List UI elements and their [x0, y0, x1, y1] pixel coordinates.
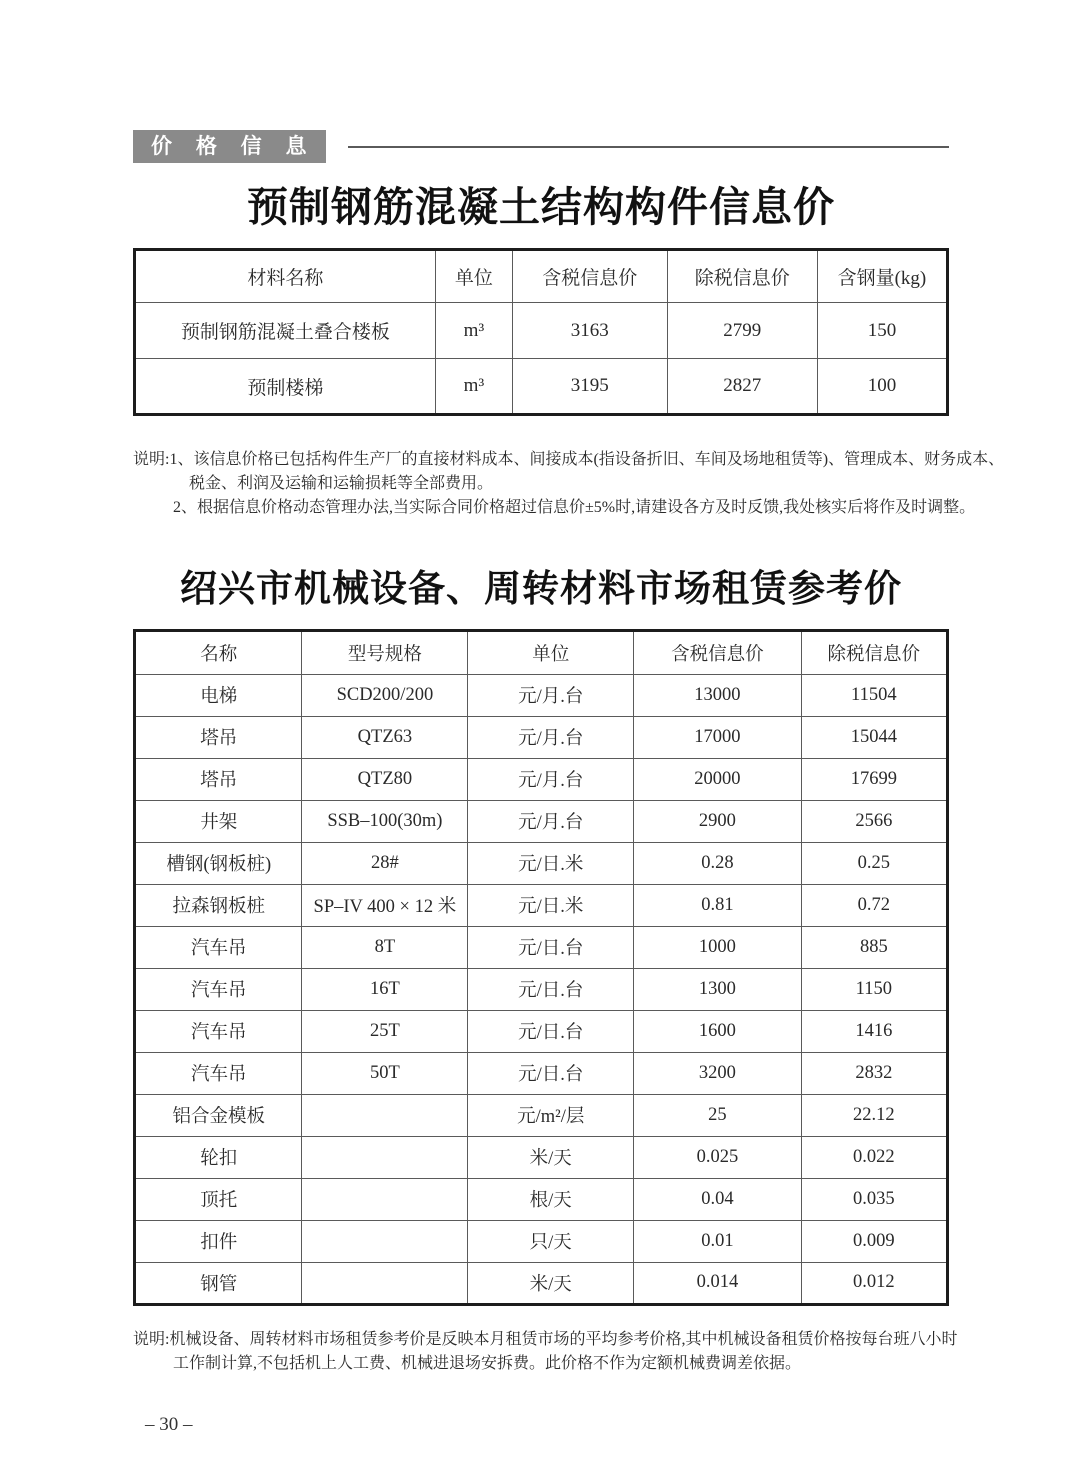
column-header: 含钢量(kg) — [817, 250, 947, 303]
table-cell-price_without_tax: 2566 — [801, 800, 947, 842]
section1-notes — [133, 448, 1005, 520]
column-header: 单位 — [435, 250, 512, 303]
table-cell-model: 28# — [302, 842, 468, 884]
table-cell-price_with_tax: 3163 — [513, 303, 667, 359]
table-cell-unit: m³ — [435, 303, 512, 359]
table-cell-model: 8T — [302, 926, 468, 968]
table-cell-unit: 元/日.台 — [468, 1052, 634, 1094]
table-cell-name: 扣件 — [135, 1220, 302, 1262]
note-line: 工作制计算,不包括机上人工费、机械进退场安拆费。此价格不作为定额机械费调差依据。 — [173, 1354, 802, 1372]
table-cell-model: SP–IV 400 × 12 米 — [302, 884, 468, 926]
table-cell-name: 电梯 — [135, 674, 302, 716]
section2-title: 绍兴市机械设备、周转材料市场租赁参考价 — [180, 569, 902, 611]
table-cell-name: 拉森钢板桩 — [135, 884, 302, 926]
table-cell-unit: 元/月.台 — [468, 758, 634, 800]
column-header: 型号规格 — [302, 630, 468, 674]
table-cell-price_without_tax: 885 — [801, 926, 947, 968]
table-cell-unit: 元/日.米 — [468, 842, 634, 884]
table-cell-unit: 元/月.台 — [468, 674, 634, 716]
table-cell-price_without_tax: 1150 — [801, 968, 947, 1010]
table-cell-price_with_tax: 0.81 — [634, 884, 801, 926]
table-cell-name: 预制钢筋混凝土叠合楼板 — [135, 303, 436, 359]
table-row — [135, 758, 948, 800]
table-cell-price_without_tax: 15044 — [801, 716, 947, 758]
table-cell-steel_content: 150 — [817, 303, 947, 359]
table-cell-price_with_tax: 3200 — [634, 1052, 801, 1094]
table-cell-name: 顶托 — [135, 1178, 302, 1220]
table-cell-model — [302, 1178, 468, 1220]
table-cell-unit: 米/天 — [468, 1136, 634, 1178]
table-cell-model: QTZ63 — [302, 716, 468, 758]
table-cell-unit: 根/天 — [468, 1178, 634, 1220]
table-cell-price_with_tax: 0.04 — [634, 1178, 801, 1220]
table-header — [135, 630, 948, 674]
table-cell-model — [302, 1094, 468, 1136]
column-header: 单位 — [468, 630, 634, 674]
table-cell-price_with_tax: 3195 — [513, 359, 667, 415]
machinery-rental-price-table — [133, 629, 949, 1306]
table-cell-price_without_tax: 1416 — [801, 1010, 947, 1052]
table-cell-name: 汽车吊 — [135, 926, 302, 968]
table-cell-unit: 元/月.台 — [468, 800, 634, 842]
table-cell-price_with_tax: 13000 — [634, 674, 801, 716]
table-cell-price_without_tax: 0.035 — [801, 1178, 947, 1220]
table-cell-price_with_tax: 25 — [634, 1094, 801, 1136]
table-cell-price_without_tax: 2799 — [667, 303, 817, 359]
table-cell-price_with_tax: 17000 — [634, 716, 801, 758]
table-row — [135, 1220, 948, 1262]
section2-notes — [133, 1328, 958, 1376]
table-cell-price_with_tax: 1000 — [634, 926, 801, 968]
table-cell-steel_content: 100 — [817, 359, 947, 415]
table-cell-name: 塔吊 — [135, 758, 302, 800]
table-cell-name: 槽钢(钢板桩) — [135, 842, 302, 884]
table-cell-unit: 米/天 — [468, 1262, 634, 1304]
table-row — [135, 1010, 948, 1052]
table-cell-model: 16T — [302, 968, 468, 1010]
table-header — [135, 250, 948, 303]
page-number: – 30 – — [145, 1413, 193, 1435]
table-row — [135, 1094, 948, 1136]
price-info-badge: 价 格 信 息 — [133, 130, 326, 163]
table-row — [135, 968, 948, 1010]
table-cell-price_without_tax: 2832 — [801, 1052, 947, 1094]
column-header: 材料名称 — [135, 250, 436, 303]
note-line: 2、根据信息价格动态管理办法,当实际合同价格超过信息价±5%时,请建设各方及时反馈,我处核实后将作及时调整。 — [173, 499, 976, 517]
table-row — [135, 842, 948, 884]
table-cell-model: 25T — [302, 1010, 468, 1052]
table-body — [135, 303, 948, 415]
table-row — [135, 359, 948, 415]
table-cell-name: 铝合金模板 — [135, 1094, 302, 1136]
table-cell-model — [302, 1220, 468, 1262]
table-row — [135, 716, 948, 758]
note-line: 说明:1、该信息价格已包括构件生产厂的直接材料成本、间接成本(指设备折旧、车间及场地租赁等)、管理成本、财务成本、 — [133, 451, 1005, 469]
table-cell-price_without_tax: 0.009 — [801, 1220, 947, 1262]
table-row — [135, 1136, 948, 1178]
table-row — [135, 1262, 948, 1304]
table-cell-model — [302, 1136, 468, 1178]
precast-components-price-table — [133, 248, 949, 416]
table-cell-unit: 元/m²/层 — [468, 1094, 634, 1136]
section1-title: 预制钢筋混凝土结构构件信息价 — [247, 184, 835, 231]
table-cell-unit: m³ — [435, 359, 512, 415]
table-cell-unit: 元/日.台 — [468, 968, 634, 1010]
column-header: 含税信息价 — [634, 630, 801, 674]
column-header: 除税信息价 — [667, 250, 817, 303]
table-cell-name: 塔吊 — [135, 716, 302, 758]
table-cell-price_with_tax: 2900 — [634, 800, 801, 842]
table-cell-model: SCD200/200 — [302, 674, 468, 716]
table-cell-price_with_tax: 0.01 — [634, 1220, 801, 1262]
table-cell-price_without_tax: 0.022 — [801, 1136, 947, 1178]
table-cell-name: 汽车吊 — [135, 1052, 302, 1094]
table-cell-price_with_tax: 1300 — [634, 968, 801, 1010]
table-row — [135, 1178, 948, 1220]
table-cell-unit: 元/日.台 — [468, 926, 634, 968]
table-cell-name: 井架 — [135, 800, 302, 842]
table-cell-price_with_tax: 1600 — [634, 1010, 801, 1052]
table-row — [135, 674, 948, 716]
table-row — [135, 303, 948, 359]
table-cell-price_without_tax: 22.12 — [801, 1094, 947, 1136]
table-cell-unit: 元/月.台 — [468, 716, 634, 758]
table-cell-price_with_tax: 0.014 — [634, 1262, 801, 1304]
table-cell-model: SSB–100(30m) — [302, 800, 468, 842]
header-row — [133, 130, 949, 163]
header-row — [135, 250, 948, 303]
column-header: 含税信息价 — [513, 250, 667, 303]
table-cell-name: 预制楼梯 — [135, 359, 436, 415]
table-cell-name: 轮扣 — [135, 1136, 302, 1178]
page-content — [133, 0, 1005, 1436]
column-header: 除税信息价 — [801, 630, 947, 674]
table-cell-model: QTZ80 — [302, 758, 468, 800]
table-cell-model: 50T — [302, 1052, 468, 1094]
note-line: 税金、利润及运输和运输损耗等全部费用。 — [189, 475, 494, 493]
table-cell-price_with_tax: 0.28 — [634, 842, 801, 884]
table-cell-price_with_tax: 0.025 — [634, 1136, 801, 1178]
table-cell-price_without_tax: 0.012 — [801, 1262, 947, 1304]
table-row — [135, 884, 948, 926]
table-cell-price_without_tax: 0.25 — [801, 842, 947, 884]
table-row — [135, 800, 948, 842]
table-cell-price_without_tax: 0.72 — [801, 884, 947, 926]
header-row — [135, 630, 948, 674]
table-cell-price_without_tax: 17699 — [801, 758, 947, 800]
table-cell-price_with_tax: 20000 — [634, 758, 801, 800]
table-cell-price_without_tax: 2827 — [667, 359, 817, 415]
table-row — [135, 926, 948, 968]
table-row — [135, 1052, 948, 1094]
column-header: 名称 — [135, 630, 302, 674]
note-line: 说明:机械设备、周转材料市场租赁参考价是反映本月租赁市场的平均参考价格,其中机械设备租赁价格按每台班八小时 — [133, 1330, 958, 1348]
table-cell-model — [302, 1262, 468, 1304]
table-body — [135, 674, 948, 1304]
header-rule — [348, 146, 949, 148]
table-cell-name: 汽车吊 — [135, 1010, 302, 1052]
table-cell-unit: 只/天 — [468, 1220, 634, 1262]
table-cell-unit: 元/日.台 — [468, 1010, 634, 1052]
table-cell-unit: 元/日.米 — [468, 884, 634, 926]
table-cell-name: 钢管 — [135, 1262, 302, 1304]
table-cell-name: 汽车吊 — [135, 968, 302, 1010]
table-cell-price_without_tax: 11504 — [801, 674, 947, 716]
